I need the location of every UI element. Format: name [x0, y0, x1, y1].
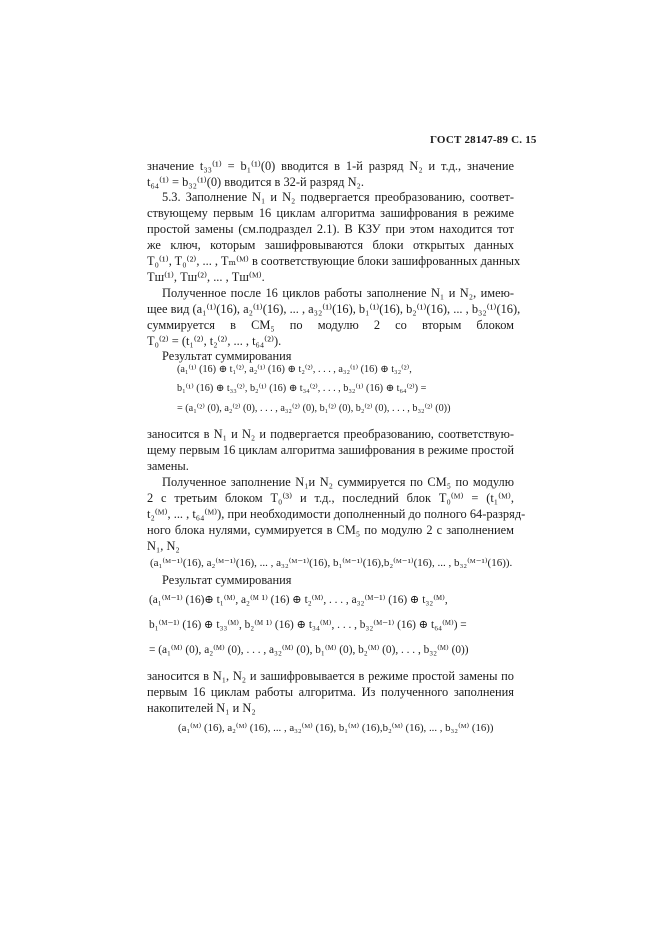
text-line: 2 с третьим блоком T₀⁽³⁾ и т.д., последний блок T₀⁽ᴹ⁾ = (t₁⁽ᴹ⁾, — [147, 491, 514, 505]
text-line: 5.3. Заполнение N₁ и N₂ подвергается преобразованию, соответ- — [162, 190, 514, 204]
text-line: первым 16 циклам работы алгоритма. Из полученного заполнения — [147, 685, 514, 699]
formula-line: = (a₁⁽²⁾ (0), a₂⁽²⁾ (0), . . . , a₃₂⁽²⁾ (0), b₁⁽²⁾ (0), b₂⁽²⁾ (0), . . . , b₃₂⁽²⁾ (0)) — [177, 403, 451, 414]
text-line: ного блока нулями, суммируется в CM₅ по модулю 2 с заполнением — [147, 523, 514, 537]
formula-line: (a₁⁽¹⁾ (16) ⊕ t₁⁽²⁾, a₂⁽¹⁾ (16) ⊕ t₂⁽²⁾, . . . , a₃₂⁽¹⁾ (16) ⊕ t₃₂⁽²⁾, — [177, 364, 412, 375]
text-line: значение t₃₃⁽¹⁾ = b₁⁽¹⁾(0) вводится в 1-й разряд N₂ и т.д., значение — [147, 159, 514, 173]
formula-line: b₁⁽¹⁾ (16) ⊕ t₃₃⁽²⁾, b₂⁽¹⁾ (16) ⊕ t₃₄⁽²⁾, . . . , b₃₂⁽¹⁾ (16) ⊕ t₆₄⁽²⁾) = — [177, 383, 427, 394]
text-line: Результат суммирования — [162, 573, 292, 587]
text-line: щему первым 16 циклам алгоритма зашифрования в режиме простой — [147, 443, 514, 457]
text-line: Результат суммирования — [162, 349, 292, 363]
text-line: t₆₄⁽¹⁾ = b₃₂⁽¹⁾(0) вводится в 32-й разряд N₂. — [147, 175, 364, 189]
text-line: T₀⁽¹⁾, T₀⁽²⁾, ... , Tₘ⁽ᴹ⁾ в соответствующие блоки зашифрованных данных — [147, 254, 521, 268]
text-line: Полученное после 16 циклов работы заполнение N₁ и N₂, имею- — [162, 286, 514, 300]
text-line: простой замены (см.подраздел 2.1). В КЗУ при этом находится тот — [147, 222, 514, 236]
text-line: же ключ, которым зашифровываются блоки открытых данных — [147, 238, 514, 252]
text-line: T₀⁽²⁾ = (t₁⁽²⁾, t₂⁽²⁾, ... , t₆₄⁽²⁾). — [147, 334, 282, 348]
text-line: замены. — [147, 459, 189, 473]
text-line: N₁, N₂ — [147, 539, 180, 553]
text-line: Tш⁽¹⁾, Tш⁽²⁾, ... , Tш⁽ᴹ⁾. — [147, 270, 265, 284]
text-line: заносится в N₁, N₂ и зашифровывается в режиме простой замены по — [147, 669, 514, 683]
text-line: суммируется в CM₅ по модулю 2 со вторым блоком — [147, 318, 514, 332]
formula-line: (a₁⁽ᴹ⁻¹⁾(16), a₂⁽ᴹ⁻¹⁾(16), ... , a₃₂⁽ᴹ⁻¹⁾(16), b₁⁽ᴹ⁻¹⁾(16),b₂⁽ᴹ⁻¹⁾(16), ... , b₃₂⁽ᴹ⁻¹⁾(16)). — [150, 557, 513, 569]
text-line: t₂⁽ᴹ⁾, ... , t₆₄⁽ᴹ⁾), при необходимости дополненный до полного 64-разряд- — [147, 507, 526, 521]
text-line: ствующему первым 16 циклам алгоритма зашифрования в режиме — [147, 206, 514, 220]
formula-line: (a₁⁽ᴹ⁻¹⁾ (16)⊕ t₁⁽ᴹ⁾, a₂⁽ᴹ ¹⁾ (16) ⊕ t₂⁽ᴹ⁾, . . . , a₃₂⁽ᴹ⁻¹⁾ (16) ⊕ t₃₂⁽ᴹ⁾, — [149, 594, 448, 606]
text-line: заносится в N₁ и N₂ и подвергается преобразованию, соответствую- — [147, 427, 514, 441]
formula-line: (a₁⁽ᴹ⁾ (16), a₂⁽ᴹ⁾ (16), ... , a₃₂⁽ᴹ⁾ (16), b₁⁽ᴹ⁾ (16),b₂⁽ᴹ⁾ (16), ... , b₃₂⁽ᴹ⁾ (16)) — [178, 722, 494, 734]
formula-line: b₁⁽ᴹ⁻¹⁾ (16) ⊕ t₃₃⁽ᴹ⁾, b₂⁽ᴹ ¹⁾ (16) ⊕ t₃₄⁽ᴹ⁾, . . . , b₃₂⁽ᴹ⁻¹⁾ (16) ⊕ t₆₄⁽ᴹ⁾) = — [149, 619, 467, 631]
text-line: щее вид (a₁⁽¹⁾(16), a₂⁽¹⁾(16), ... , a₃₂⁽¹⁾(16), b₁⁽¹⁾(16), b₂⁽¹⁾(16), ... , b₃₂⁽¹⁾(16), — [147, 302, 521, 316]
text-line: накопителей N₁ и N₂ — [147, 701, 256, 715]
text-line: Полученное заполнение N₁и N₂ суммируется по CM₅ по модулю — [162, 475, 514, 489]
page-header: ГОСТ 28147-89 С. 15 — [430, 134, 537, 146]
formula-line: = (a₁⁽ᴹ⁾ (0), a₂⁽ᴹ⁾ (0), . . . , a₃₂⁽ᴹ⁾ (0), b₁⁽ᴹ⁾ (0), b₂⁽ᴹ⁾ (0), . . . , b₃₂⁽ᴹ⁾ (0)) — [149, 644, 469, 656]
